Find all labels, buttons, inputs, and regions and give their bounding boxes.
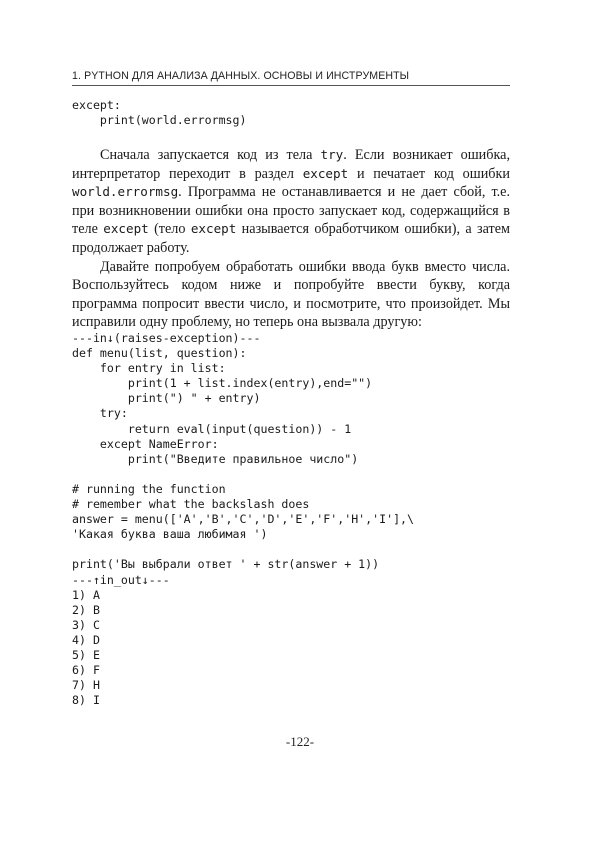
code-line: print(") " + entry) <box>72 391 261 406</box>
code-comment: # running the function <box>72 481 226 496</box>
output-line: 2) B <box>72 602 100 617</box>
output-line: 1) A <box>72 587 100 602</box>
paragraph-letter-input: Давайте попробуем обработать ошибки ввода букв вместо числа. Воспользуйтесь кодом ниже и попробуйте ввести букву, когда программа попросит ввести число, и посмотрите, что произойдет. Мы исправили одну проблему, но теперь она вызвала другую: <box>72 258 510 331</box>
output-line: 5) E <box>72 647 100 662</box>
code-line: print(world.errormsg) <box>72 113 247 128</box>
code-line: print(1 + list.index(entry),end="") <box>72 376 373 391</box>
code-line: print('Вы выбрали ответ ' + str(answer + 1)) <box>72 557 380 572</box>
code-line: ---↑in_out↓--- <box>72 572 170 587</box>
code-comment: # remember what the backslash does <box>72 497 310 512</box>
code-line <box>72 542 414 557</box>
output-line: 3) C <box>72 617 100 632</box>
inline-code-except: except <box>190 221 237 237</box>
code-line <box>72 467 414 482</box>
code-line: answer = menu(['A','B','C','D','E','F','H','I'],\ <box>72 512 415 527</box>
body-text <box>72 146 510 332</box>
code-line: print("Введите правильное число") <box>72 451 359 466</box>
code-line: return eval(input(question)) - 1 <box>72 421 352 436</box>
inline-code-except: except <box>103 221 149 237</box>
inline-code-errormsg: world.errormsg <box>72 184 179 200</box>
output-line: 8) I <box>72 693 100 708</box>
code-line: ---in↓(raises-exception)--- <box>72 331 261 345</box>
output-line: 4) D <box>72 632 100 647</box>
code-line: try: <box>72 406 128 421</box>
paragraph-try-except-explanation: Сначала запускается код из тела try. Если возникает ошибка, интерпретатор переходит в раздел except и печатает код ошибки world.errormsg. Программа не останавливается и не дает сбой, т.е. при возникновении ошибки она просто запускает код, содержащийся в теле except (тело except называется обработчиком ошибки), а затем продолжает работу. <box>72 147 511 256</box>
output-line: 6) F <box>72 663 100 678</box>
output-line: 7) H <box>72 678 100 693</box>
code-line: except: <box>72 98 121 112</box>
code-line: 'Какая буква ваша любимая ') <box>72 527 268 542</box>
page-number: -122- <box>285 734 315 749</box>
code-block-menu <box>72 331 414 708</box>
code-line: for entry in list: <box>72 361 226 376</box>
running-header: 1. PYTHON ДЛЯ АНАЛИЗА ДАННЫХ. ОСНОВЫ И ИНСТРУМЕНТЫ <box>72 70 510 86</box>
inline-code-except: except <box>302 165 349 181</box>
inline-code-try: try <box>320 147 344 162</box>
code-line: except NameError: <box>72 436 219 451</box>
code-line: def menu(list, question): <box>72 346 247 361</box>
code-block-except <box>72 98 247 128</box>
